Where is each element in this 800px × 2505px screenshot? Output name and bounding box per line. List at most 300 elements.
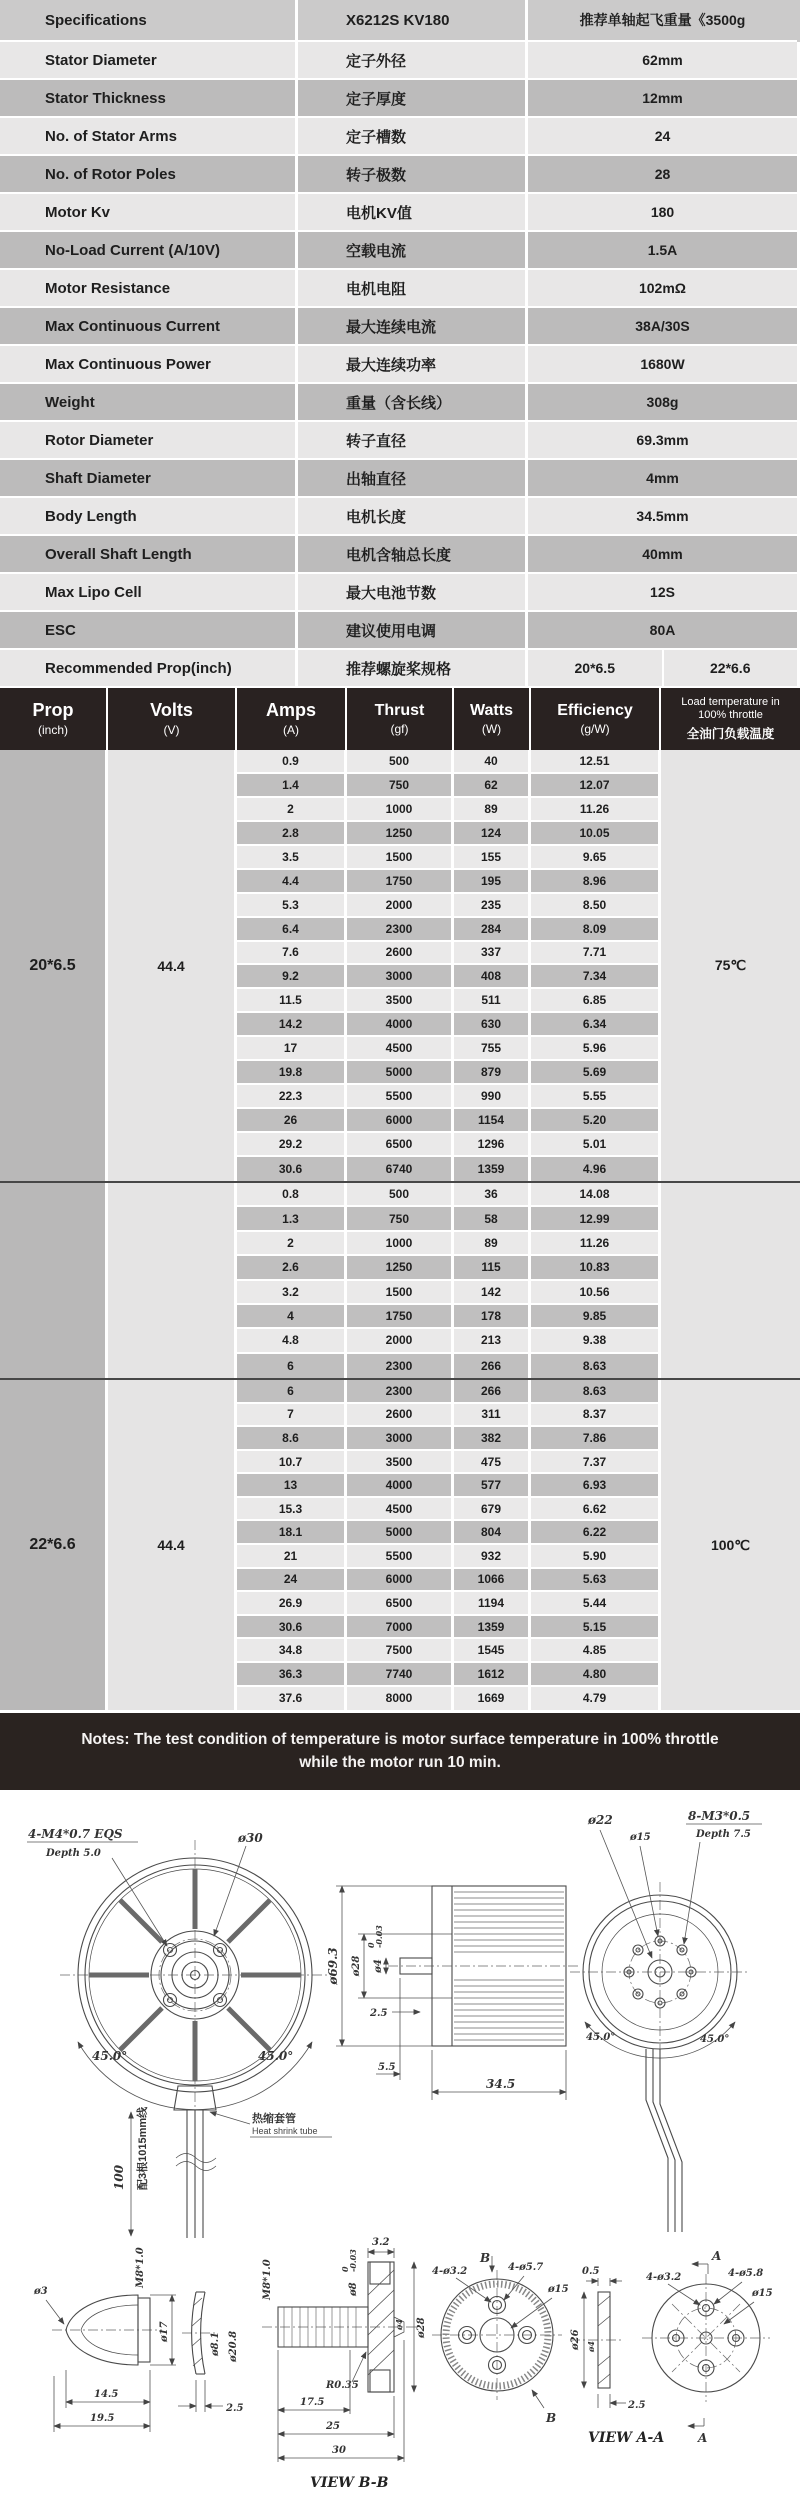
table-row: [237, 1616, 661, 1640]
technical-drawings: [0, 1790, 800, 2500]
cell-watts: 266: [454, 1380, 531, 1404]
spec-header-model: X6212S KV180: [298, 0, 528, 42]
cell-efficiency: 7.86: [531, 1427, 661, 1451]
cell-thrust: 5000: [347, 1061, 454, 1085]
load-temp-cell: 100℃: [661, 1380, 800, 1710]
spec-label-cn: 最大电池节数: [298, 574, 528, 612]
dim-nut-thread: M8*1.0: [135, 2247, 146, 2288]
cell-efficiency: 8.50: [531, 894, 661, 918]
cell-thrust: 2000: [347, 894, 454, 918]
cell-watts: 1359: [454, 1157, 531, 1181]
spec-value: 28: [528, 156, 797, 194]
label-heat-shrink-en: Heat shrink tube: [252, 2126, 318, 2136]
spec-label-en: ESC: [0, 612, 298, 650]
cell-amps: 2: [237, 798, 347, 822]
cell-thrust: 4000: [347, 1474, 454, 1498]
cell-efficiency: 4.80: [531, 1663, 661, 1687]
spec-value: 69.3mm: [528, 422, 797, 460]
dim-screw-30: 30: [332, 2445, 346, 2456]
spec-label-en: No. of Rotor Poles: [0, 156, 298, 194]
table-row: [237, 1427, 661, 1451]
table-row: [237, 965, 661, 989]
cell-watts: 89: [454, 1232, 531, 1256]
cell-amps: 9.2: [237, 965, 347, 989]
cell-amps: 1.3: [237, 1207, 347, 1231]
cell-watts: 155: [454, 846, 531, 870]
cell-watts: 62: [454, 774, 531, 798]
cell-amps: 29.2: [237, 1133, 347, 1157]
dim-wire-length: 100: [112, 2164, 126, 2190]
dim-bolt-depth: Depth 5.0: [46, 1848, 101, 1859]
cell-efficiency: 5.55: [531, 1085, 661, 1109]
perf-block: [0, 1380, 800, 1710]
cell-efficiency: 8.63: [531, 1380, 661, 1404]
spec-label-cn: 重量（含长线）: [298, 384, 528, 422]
perf-header-volts: Volts (V): [108, 688, 237, 750]
volts-cell: 44.4: [108, 1380, 237, 1710]
cell-watts: 408: [454, 965, 531, 989]
cell-watts: 932: [454, 1545, 531, 1569]
cell-thrust: 3000: [347, 1427, 454, 1451]
spec-value: 1680W: [528, 346, 797, 384]
dim-plate-d26: ø26: [570, 2329, 581, 2350]
cell-amps: 26.9: [237, 1592, 347, 1616]
front-view-right: [570, 1809, 762, 2232]
washer-view: [178, 2292, 243, 2414]
cell-thrust: 8000: [347, 1687, 454, 1711]
cell-thrust: 1500: [347, 1281, 454, 1305]
disc-view-b: [432, 2251, 569, 2425]
spec-label-en: Shaft Diameter: [0, 460, 298, 498]
cell-thrust: 3000: [347, 965, 454, 989]
cell-efficiency: 10.83: [531, 1256, 661, 1280]
cell-amps: 30.6: [237, 1157, 347, 1181]
cell-efficiency: 5.44: [531, 1592, 661, 1616]
perf-data-grid: [237, 750, 661, 1181]
table-row: [237, 798, 661, 822]
cell-thrust: 6000: [347, 1109, 454, 1133]
cell-efficiency: 12.99: [531, 1207, 661, 1231]
spec-value: 24: [528, 118, 797, 156]
cell-thrust: 7500: [347, 1639, 454, 1663]
cell-watts: 1359: [454, 1616, 531, 1640]
cell-watts: 879: [454, 1061, 531, 1085]
table-row: [237, 1663, 661, 1687]
cell-thrust: 6000: [347, 1569, 454, 1593]
notes-bar: [0, 1713, 800, 1790]
cell-efficiency: 9.38: [531, 1329, 661, 1353]
table-row: [237, 918, 661, 942]
spec-label-cn: 最大连续电流: [298, 308, 528, 346]
cell-efficiency: 5.96: [531, 1037, 661, 1061]
cell-watts: 213: [454, 1329, 531, 1353]
spec-row: [0, 42, 800, 80]
table-row: [237, 1037, 661, 1061]
cell-watts: 1669: [454, 1687, 531, 1711]
cell-efficiency: 10.05: [531, 822, 661, 846]
dim-angle-left: 45.0°: [92, 2049, 128, 2063]
spec-value: 102mΩ: [528, 270, 797, 308]
label-heat-shrink-cn: 热缩套管: [252, 2113, 296, 2125]
cell-watts: 337: [454, 942, 531, 966]
cell-watts: 475: [454, 1451, 531, 1475]
dim-washer-d208: ø20.8: [228, 2330, 239, 2362]
spec-value: 12S: [528, 574, 797, 612]
perf-block: [0, 1183, 800, 1378]
perf-header-load-temp: Load temperature in 100% throttle 全油门负载温度: [681, 695, 780, 742]
cell-amps: 7.6: [237, 942, 347, 966]
dim-screw-d28: ø28: [416, 2317, 427, 2338]
cell-thrust: 2600: [347, 1404, 454, 1428]
cell-watts: 284: [454, 918, 531, 942]
dim-d28: ø28: [351, 1955, 362, 1977]
perf-header-amps: Amps (A): [237, 688, 347, 750]
dim-d4-tol-hi: 0: [366, 1942, 376, 1948]
spec-row: [0, 384, 800, 422]
cell-thrust: 2600: [347, 942, 454, 966]
dim-angle-right-2: 45.0°: [700, 2034, 730, 2045]
perf-block: [0, 750, 800, 1181]
cell-amps: 7: [237, 1404, 347, 1428]
cell-efficiency: 6.93: [531, 1474, 661, 1498]
spec-label-en: Body Length: [0, 498, 298, 536]
table-row: [237, 1013, 661, 1037]
spec-label-en: Motor Kv: [0, 194, 298, 232]
cell-watts: 382: [454, 1427, 531, 1451]
dim-2-5: 2.5: [370, 2008, 388, 2019]
table-row: [237, 1157, 661, 1181]
disc-view-a: [642, 2249, 773, 2445]
dim-screw-d8-tol-lo: -0.03: [348, 2249, 358, 2272]
cell-efficiency: 6.62: [531, 1498, 661, 1522]
cell-efficiency: 4.96: [531, 1157, 661, 1181]
cell-efficiency: 8.37: [531, 1404, 661, 1428]
dim-wire-note: 配3根1015mm线: [137, 2106, 149, 2190]
spec-label-cn: 最大连续功率: [298, 346, 528, 384]
spec-label-cn: 推荐螺旋桨规格: [298, 650, 528, 688]
cell-efficiency: 5.15: [531, 1616, 661, 1640]
cell-amps: 14.2: [237, 1013, 347, 1037]
table-row: [237, 1256, 661, 1280]
spec-table: [0, 0, 800, 688]
cell-efficiency: 7.71: [531, 942, 661, 966]
caption-view-aa: VIEW A-A: [588, 2430, 665, 2446]
spec-row: [0, 574, 800, 612]
dim-bolt-depth-right: Depth 7.5: [696, 1829, 751, 1840]
cell-amps: 4.4: [237, 870, 347, 894]
spec-label-en: No-Load Current (A/10V): [0, 232, 298, 270]
cell-efficiency: 11.26: [531, 1232, 661, 1256]
dim-discb-holes-large: 4-ø5.7: [508, 2262, 544, 2273]
cell-amps: 24: [237, 1569, 347, 1593]
spec-label-en: No. of Stator Arms: [0, 118, 298, 156]
cell-thrust: 4000: [347, 1013, 454, 1037]
spec-row: [0, 118, 800, 156]
spec-label-cn: 定子槽数: [298, 118, 528, 156]
cell-efficiency: 4.85: [531, 1639, 661, 1663]
spec-row: [0, 308, 800, 346]
cell-efficiency: 8.63: [531, 1354, 661, 1378]
spec-header-row: [0, 0, 800, 42]
perf-header-watts: Watts (W): [454, 688, 531, 750]
cell-thrust: 2300: [347, 918, 454, 942]
volts-cell: 44.4: [108, 750, 237, 1181]
table-row: [237, 1232, 661, 1256]
dim-screw-thread: M8*1.0: [262, 2259, 273, 2300]
cell-thrust: 7740: [347, 1663, 454, 1687]
dim-bolt-spec-right: 8-M3*0.5: [688, 1809, 751, 1823]
cell-watts: 1545: [454, 1639, 531, 1663]
cell-amps: 4.8: [237, 1329, 347, 1353]
cell-thrust: 500: [347, 750, 454, 774]
spec-row: [0, 270, 800, 308]
cell-thrust: 3500: [347, 1451, 454, 1475]
cell-thrust: 4500: [347, 1037, 454, 1061]
dim-d15: ø15: [630, 1832, 651, 1843]
cell-thrust: 1000: [347, 798, 454, 822]
section-mark-b-bottom: B: [546, 2411, 557, 2425]
cell-watts: 235: [454, 894, 531, 918]
side-view: [326, 1886, 580, 2100]
shaft-view-bb: [262, 2237, 427, 2491]
dim-5-5: 5.5: [378, 2062, 396, 2073]
cell-watts: 1296: [454, 1133, 531, 1157]
cell-thrust: 2300: [347, 1354, 454, 1378]
cell-thrust: 1250: [347, 822, 454, 846]
cell-efficiency: 7.34: [531, 965, 661, 989]
spec-label-cn: 电机含轴总长度: [298, 536, 528, 574]
cell-efficiency: 7.37: [531, 1451, 661, 1475]
dim-disca-holes-small: 4-ø3.2: [646, 2272, 682, 2283]
spec-label-en: Rotor Diameter: [0, 422, 298, 460]
cell-efficiency: 6.34: [531, 1013, 661, 1037]
plate-view: [570, 2266, 664, 2446]
cell-thrust: 2300: [347, 1380, 454, 1404]
perf-data-grid: [237, 1380, 661, 1710]
table-row: [237, 1498, 661, 1522]
dim-d22: ø22: [588, 1813, 613, 1827]
dim-plate-d4: ø4: [586, 2341, 596, 2352]
spec-label-en: Max Continuous Current: [0, 308, 298, 346]
spec-value: 40mm: [528, 536, 797, 574]
spec-row: [0, 536, 800, 574]
table-row: [237, 1451, 661, 1475]
dim-nut-19-5: 19.5: [90, 2413, 115, 2424]
cell-thrust: 5500: [347, 1545, 454, 1569]
front-view-left: [27, 1827, 332, 2238]
spec-label-cn: 建议使用电调: [298, 612, 528, 650]
cell-amps: 3.2: [237, 1281, 347, 1305]
spec-label-en: Max Continuous Power: [0, 346, 298, 384]
dim-washer-2-5: 2.5: [226, 2403, 244, 2414]
table-row: [237, 1545, 661, 1569]
cell-efficiency: 14.08: [531, 1183, 661, 1207]
dim-discb-d15: ø15: [548, 2284, 569, 2295]
spec-row: [0, 346, 800, 384]
cell-watts: 1612: [454, 1663, 531, 1687]
cell-thrust: 6740: [347, 1157, 454, 1181]
cell-amps: 11.5: [237, 989, 347, 1013]
cell-thrust: 1500: [347, 846, 454, 870]
spec-row: [0, 194, 800, 232]
dim-plate-0-5: 0.5: [582, 2266, 600, 2277]
cell-efficiency: 5.90: [531, 1545, 661, 1569]
spec-row: [0, 80, 800, 118]
dim-nut-d17: ø17: [159, 2321, 170, 2342]
prop-size-cell: [0, 1183, 108, 1378]
cell-thrust: 5500: [347, 1085, 454, 1109]
spec-label-en: Recommended Prop(inch): [0, 650, 298, 688]
table-row: [237, 942, 661, 966]
spec-value: 80A: [528, 612, 797, 650]
spec-label-en: Weight: [0, 384, 298, 422]
spec-value: 1.5A: [528, 232, 797, 270]
section-mark-a-top: A: [712, 2249, 722, 2263]
cell-amps: 36.3: [237, 1663, 347, 1687]
cell-amps: 4: [237, 1305, 347, 1329]
prop-size-cell: 20*6.5: [0, 750, 108, 1181]
table-row: [237, 1305, 661, 1329]
spec-value: 38A/30S: [528, 308, 797, 346]
spec-row: [0, 612, 800, 650]
spec-label-cn: 电机长度: [298, 498, 528, 536]
cell-thrust: 6500: [347, 1592, 454, 1616]
cell-watts: 755: [454, 1037, 531, 1061]
spec-value: 34.5mm: [528, 498, 797, 536]
perf-header-efficiency: Efficiency (g/W): [531, 688, 661, 750]
spec-label-cn: 空载电流: [298, 232, 528, 270]
cell-amps: 0.9: [237, 750, 347, 774]
table-row: [237, 1329, 661, 1353]
caption-view-bb: VIEW B-B: [310, 2475, 389, 2491]
cell-watts: 804: [454, 1521, 531, 1545]
table-row: [237, 1133, 661, 1157]
spec-value: 4mm: [528, 460, 797, 498]
table-row: [237, 1474, 661, 1498]
cell-watts: 142: [454, 1281, 531, 1305]
dim-screw-d4: ø4: [394, 2319, 404, 2330]
dim-screw-3-2: 3.2: [372, 2237, 390, 2248]
spec-prop-value-1: 20*6.5: [528, 650, 664, 686]
cell-amps: 26: [237, 1109, 347, 1133]
cell-watts: 195: [454, 870, 531, 894]
table-row: [237, 822, 661, 846]
dim-angle-left-2: 45.0°: [586, 2032, 616, 2043]
prop-size-cell: 22*6.6: [0, 1380, 108, 1710]
cell-thrust: 500: [347, 1183, 454, 1207]
cell-watts: 511: [454, 989, 531, 1013]
spec-label-cn: 出轴直径: [298, 460, 528, 498]
cell-efficiency: 5.63: [531, 1569, 661, 1593]
prop-nut-view: [33, 2247, 176, 2432]
cell-watts: 40: [454, 750, 531, 774]
spec-row-prop: [0, 650, 800, 688]
perf-table-body: [0, 750, 800, 1710]
table-row: [237, 846, 661, 870]
cell-amps: 19.8: [237, 1061, 347, 1085]
cell-thrust: 1750: [347, 870, 454, 894]
cell-amps: 13: [237, 1474, 347, 1498]
spec-prop-value-2: 22*6.6: [710, 660, 751, 676]
load-temp-cell: 75℃: [661, 750, 800, 1181]
cell-efficiency: 5.69: [531, 1061, 661, 1085]
dim-plate-2-5: 2.5: [628, 2400, 646, 2411]
spec-label-en: Max Lipo Cell: [0, 574, 298, 612]
cell-thrust: 4500: [347, 1498, 454, 1522]
table-row: [237, 1380, 661, 1404]
cell-thrust: 2000: [347, 1329, 454, 1353]
cell-thrust: 3500: [347, 989, 454, 1013]
load-temp-cell: [661, 1183, 800, 1378]
cell-thrust: 750: [347, 1207, 454, 1231]
cell-amps: 2.8: [237, 822, 347, 846]
cell-amps: 6.4: [237, 918, 347, 942]
table-row: [237, 1207, 661, 1231]
section-mark-b-top: B: [480, 2251, 491, 2265]
dim-d30: ø30: [238, 1831, 263, 1845]
spec-row: [0, 460, 800, 498]
cell-watts: 577: [454, 1474, 531, 1498]
cell-efficiency: 5.20: [531, 1109, 661, 1133]
cell-amps: 21: [237, 1545, 347, 1569]
spec-label-cn: 定子外径: [298, 42, 528, 80]
cell-watts: 1066: [454, 1569, 531, 1593]
cell-watts: 89: [454, 798, 531, 822]
spec-label-en: Motor Resistance: [0, 270, 298, 308]
cell-thrust: 6500: [347, 1133, 454, 1157]
dim-nut-14-5: 14.5: [94, 2389, 119, 2400]
table-row: [237, 1085, 661, 1109]
dim-d4: ø4: [373, 1959, 384, 1973]
table-row: [237, 989, 661, 1013]
table-row: [237, 750, 661, 774]
table-row: [237, 774, 661, 798]
dim-screw-25: 25: [326, 2421, 340, 2432]
cell-amps: 15.3: [237, 1498, 347, 1522]
spec-value: 12mm: [528, 80, 797, 118]
perf-data-grid: [237, 1183, 661, 1378]
cell-efficiency: 4.79: [531, 1687, 661, 1711]
cell-watts: 1154: [454, 1109, 531, 1133]
cell-efficiency: 8.96: [531, 870, 661, 894]
spec-label-en: Stator Thickness: [0, 80, 298, 118]
cell-thrust: 5000: [347, 1521, 454, 1545]
table-row: [237, 1521, 661, 1545]
table-row: [237, 1404, 661, 1428]
table-row: [237, 1354, 661, 1378]
cell-thrust: 750: [347, 774, 454, 798]
cell-amps: 3.5: [237, 846, 347, 870]
dim-d69: ø69.3: [326, 1947, 340, 1985]
cell-watts: 115: [454, 1256, 531, 1280]
cell-efficiency: 12.51: [531, 750, 661, 774]
table-row: [237, 1569, 661, 1593]
cell-efficiency: 8.09: [531, 918, 661, 942]
table-row: [237, 1109, 661, 1133]
dim-screw-r035: R0.35: [326, 2380, 359, 2391]
table-row: [237, 1281, 661, 1305]
spec-header-takeoff-weight: 推荐单轴起飞重量《3500g: [528, 0, 797, 42]
cell-efficiency: 9.85: [531, 1305, 661, 1329]
table-row: [237, 1687, 661, 1711]
cell-watts: 679: [454, 1498, 531, 1522]
cell-efficiency: 10.56: [531, 1281, 661, 1305]
spec-label-cn: 转子直径: [298, 422, 528, 460]
cell-amps: 6: [237, 1380, 347, 1404]
dim-discb-holes-small: 4-ø3.2: [432, 2266, 468, 2277]
cell-watts: 124: [454, 822, 531, 846]
cell-amps: 0.8: [237, 1183, 347, 1207]
